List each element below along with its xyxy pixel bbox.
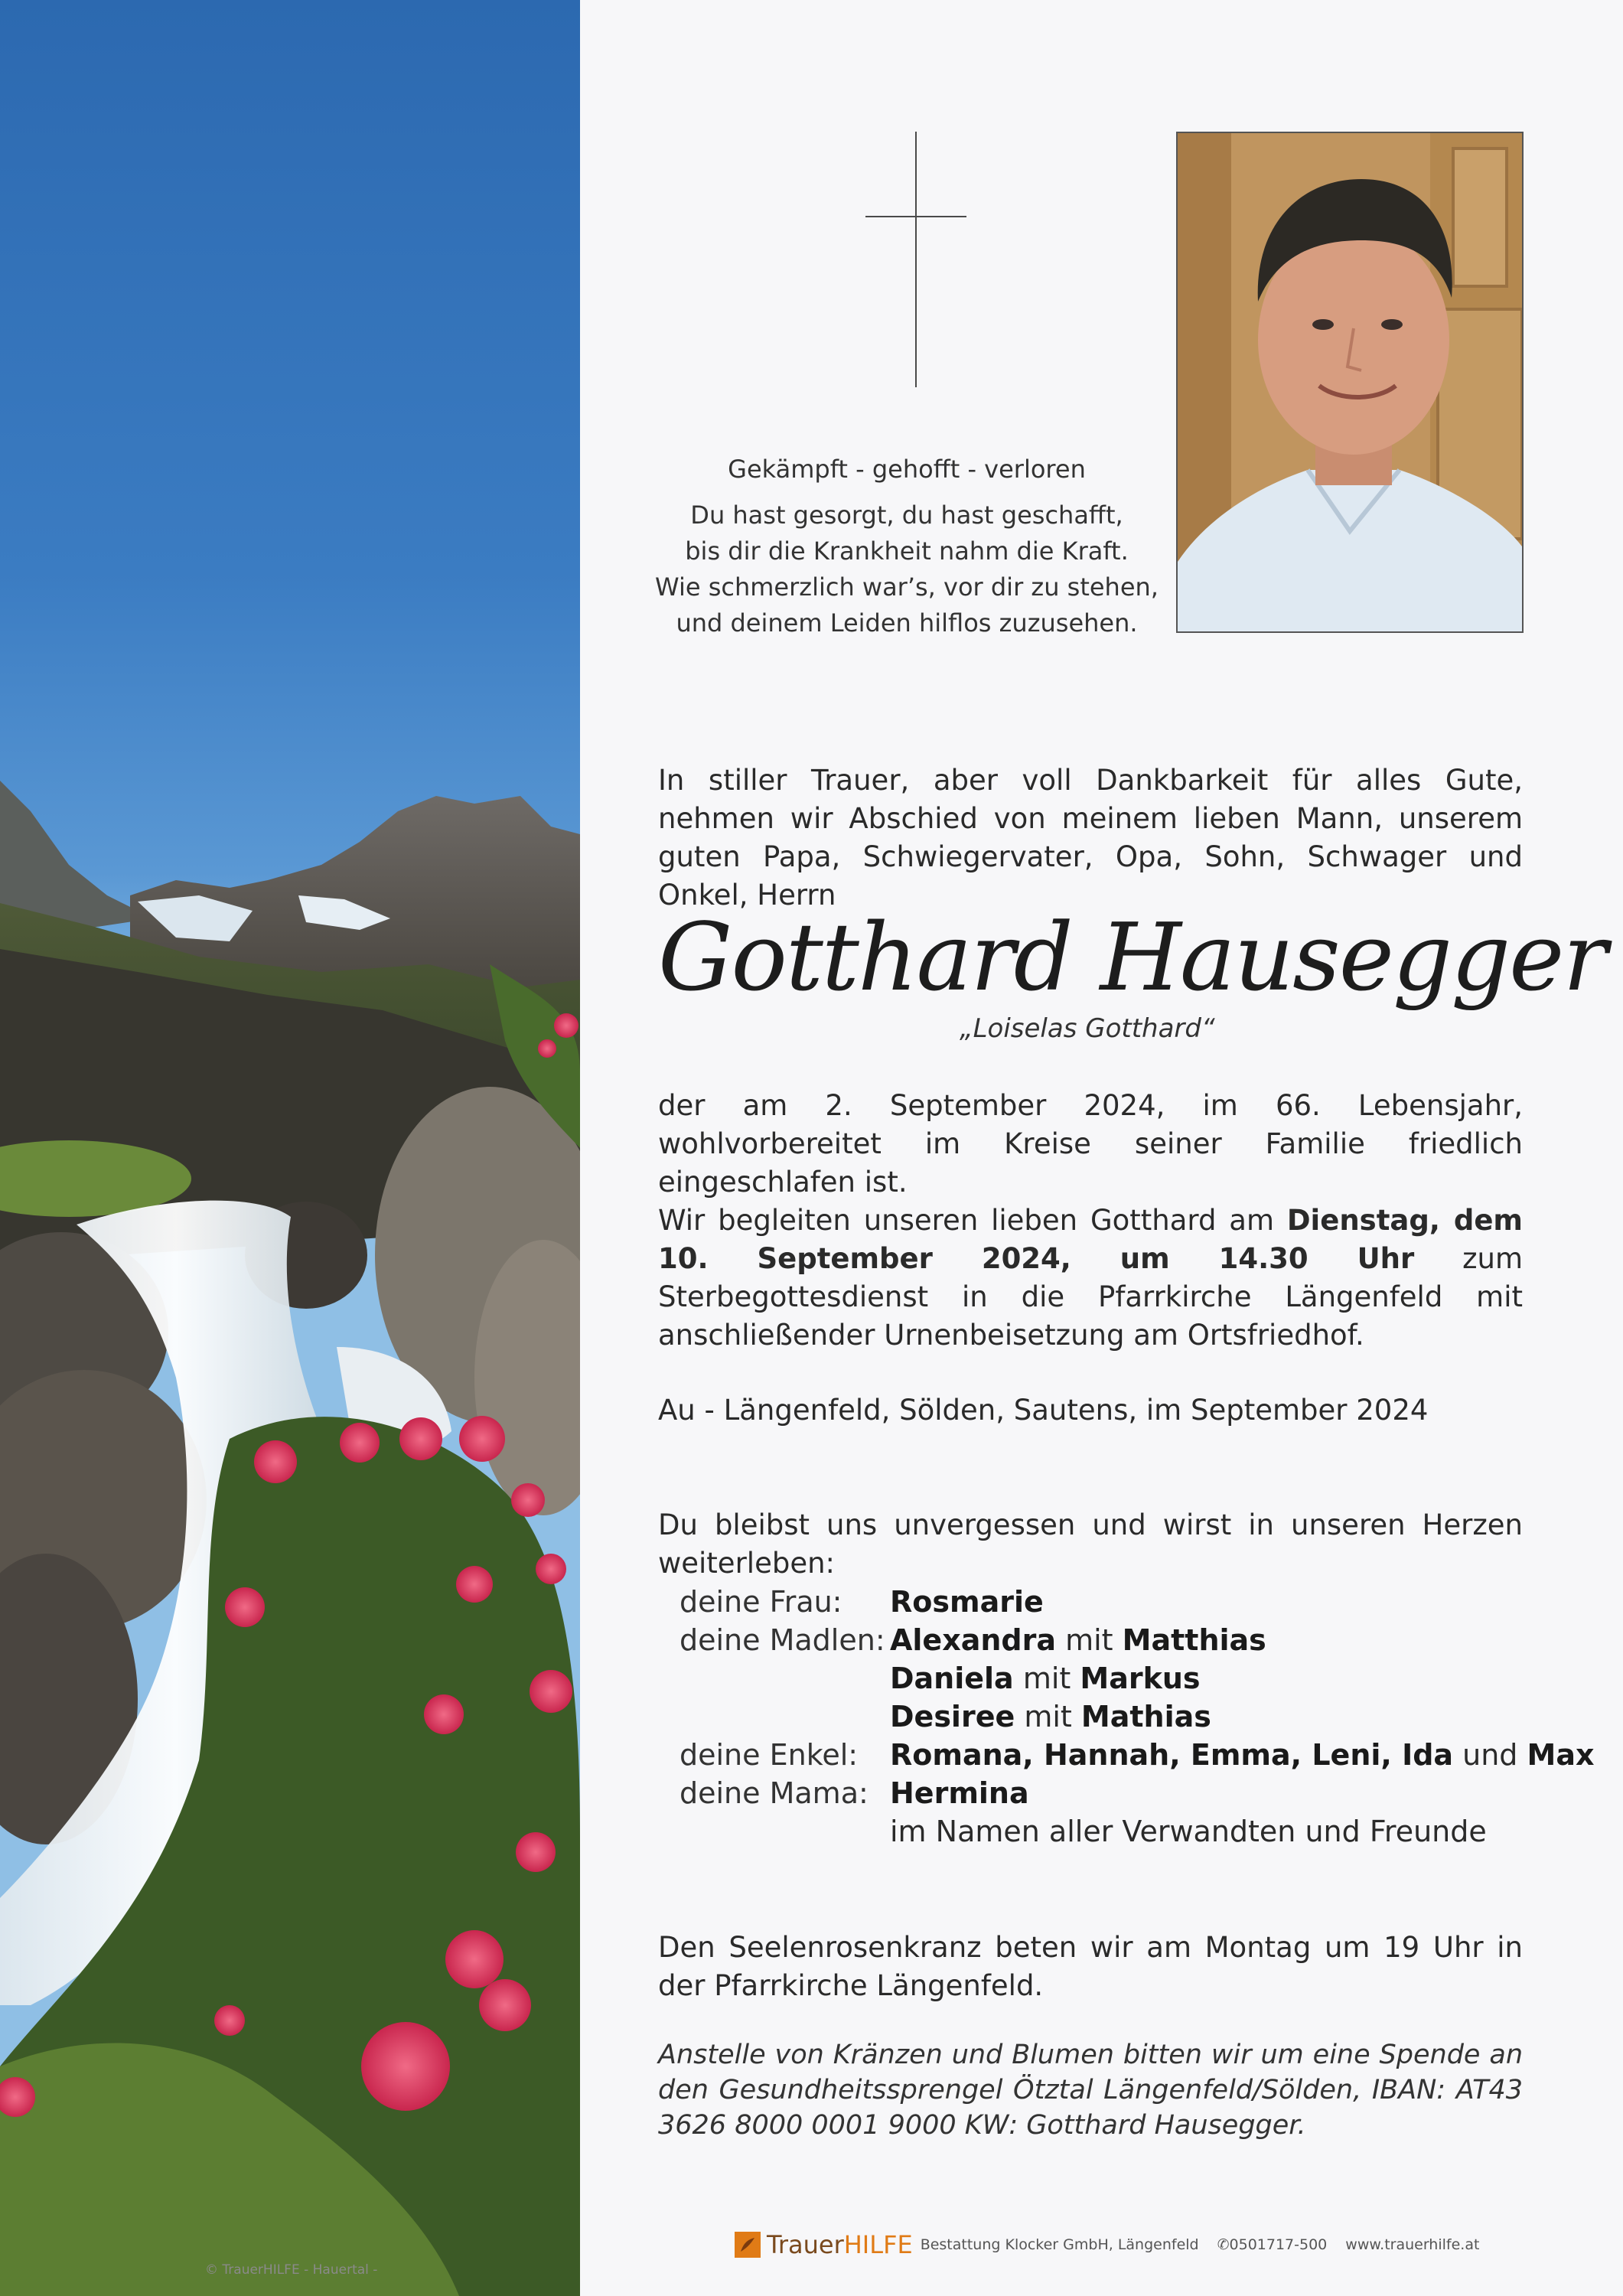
family-row xyxy=(680,1774,1595,1812)
verse-line: bis dir die Krankheit nahm die Kraft. xyxy=(685,536,1129,566)
ceremony-text xyxy=(658,1202,1523,1355)
family-relation: deine Madlen: xyxy=(680,1623,885,1657)
death-note: der am 2. September 2024, im 66. Lebensjahr, wohlvorbereitet im Kreise seiner Familie friedlich eingeschlafen ist. xyxy=(658,1089,1523,1199)
family-row xyxy=(680,1583,1595,1621)
ceremony-post: zum Sterbegottesdienst in die Pfarrkirche Längenfeld mit anschließender Urnenbeisetzung am Ortsfriedhof. xyxy=(658,1242,1523,1352)
deceased-name: Gotthard Hausegger xyxy=(658,903,1606,1012)
intro-text: In stiller Trauer, aber voll Dankbarkeit für alles Gute, nehmen wir Abschied von meinem lieben Mann, unserem guten Papa, Schwiegervater, Opa, Sohn, Schwager und Onkel, Herrn xyxy=(658,764,1523,912)
family-name: Mathias xyxy=(1080,1700,1211,1733)
ceremony-date: Dienstag, dem 10. September 2024, um 14.30 Uhr xyxy=(658,1204,1523,1275)
footer-phone: ✆0501717-500 xyxy=(1217,2236,1328,2253)
cross-icon xyxy=(915,132,917,387)
footer-company: Bestattung Klocker GmbH, Längenfeld xyxy=(920,2236,1199,2253)
donation-text: Anstelle von Kränzen und Blumen bitten wir um eine Spende an den Gesundheitssprengel Ötztal Längenfeld/Sölden, IBAN: AT43 3626 8000 0001 9000 KW: Gotthard Hausegger. xyxy=(658,2040,1523,2141)
family-list xyxy=(680,1583,1595,1851)
family-name: Desiree xyxy=(890,1700,1015,1733)
rosary-text: Den Seelenrosenkranz beten wir am Montag um 19 Uhr in der Pfarrkirche Längenfeld. xyxy=(658,1931,1523,2002)
family-relation: deine Mama: xyxy=(680,1776,869,1810)
portrait-illustration xyxy=(1178,133,1522,631)
family-connector: mit xyxy=(1022,1662,1071,1695)
ceremony-pre: Wir begleiten unseren lieben Gotthard am xyxy=(658,1204,1287,1237)
landscape-illustration xyxy=(0,0,580,2296)
place-date: Au - Längenfeld, Sölden, Sautens, im September 2024 xyxy=(658,1394,1429,1427)
family-connector: mit xyxy=(1065,1623,1113,1657)
footer-website-link[interactable]: www.trauerhilfe.at xyxy=(1345,2236,1480,2253)
landscape-photo xyxy=(0,0,580,2296)
footer-brand-b: HILFE xyxy=(843,2230,913,2259)
family-row xyxy=(680,1659,1595,1698)
family-name: Daniela xyxy=(890,1662,1014,1695)
family-name: Alexandra xyxy=(890,1623,1056,1657)
family-closing: im Namen aller Verwandten und Freunde xyxy=(890,1815,1487,1848)
verse-line: und deinem Leiden hilflos zuzusehen. xyxy=(676,608,1138,638)
footer xyxy=(735,2230,1498,2259)
family-row xyxy=(680,1621,1595,1659)
family-connector: und xyxy=(1462,1738,1518,1772)
remember-text: Du bleibst uns unvergessen und wirst in unseren Herzen weiterleben: xyxy=(658,1508,1523,1580)
family-relation: deine Frau: xyxy=(680,1585,842,1619)
verse-title: Gekämpft - gehofft - verloren xyxy=(728,455,1086,484)
family-row xyxy=(680,1812,1595,1851)
family-row xyxy=(680,1736,1595,1774)
family-name: Max xyxy=(1527,1738,1595,1772)
footer-brand xyxy=(767,2230,913,2259)
family-name: Matthias xyxy=(1122,1623,1266,1657)
family-name: Romana, Hannah, Emma, Leni, Ida xyxy=(890,1738,1454,1772)
verse-line: Wie schmerzlich war’s, vor dir zu stehen, xyxy=(655,572,1159,602)
family-name: Rosmarie xyxy=(890,1585,1044,1619)
verse xyxy=(650,497,1163,641)
family-name: Markus xyxy=(1080,1662,1201,1695)
footer-brand-a: Trauer xyxy=(767,2230,844,2259)
portrait-photo xyxy=(1176,132,1524,633)
trauerhilfe-logo-icon xyxy=(735,2232,761,2258)
verse-line: Du hast gesorgt, du hast geschafft, xyxy=(690,501,1123,530)
family-row xyxy=(680,1698,1595,1736)
family-name: Hermina xyxy=(890,1776,1029,1810)
deceased-nickname: „Loiselas Gotthard“ xyxy=(960,1013,1215,1044)
cross-icon-bar xyxy=(865,216,966,217)
photo-credit: © TrauerHILFE - Hauertal - xyxy=(205,2262,378,2278)
family-connector: mit xyxy=(1024,1700,1072,1733)
family-relation: deine Enkel: xyxy=(680,1738,859,1772)
